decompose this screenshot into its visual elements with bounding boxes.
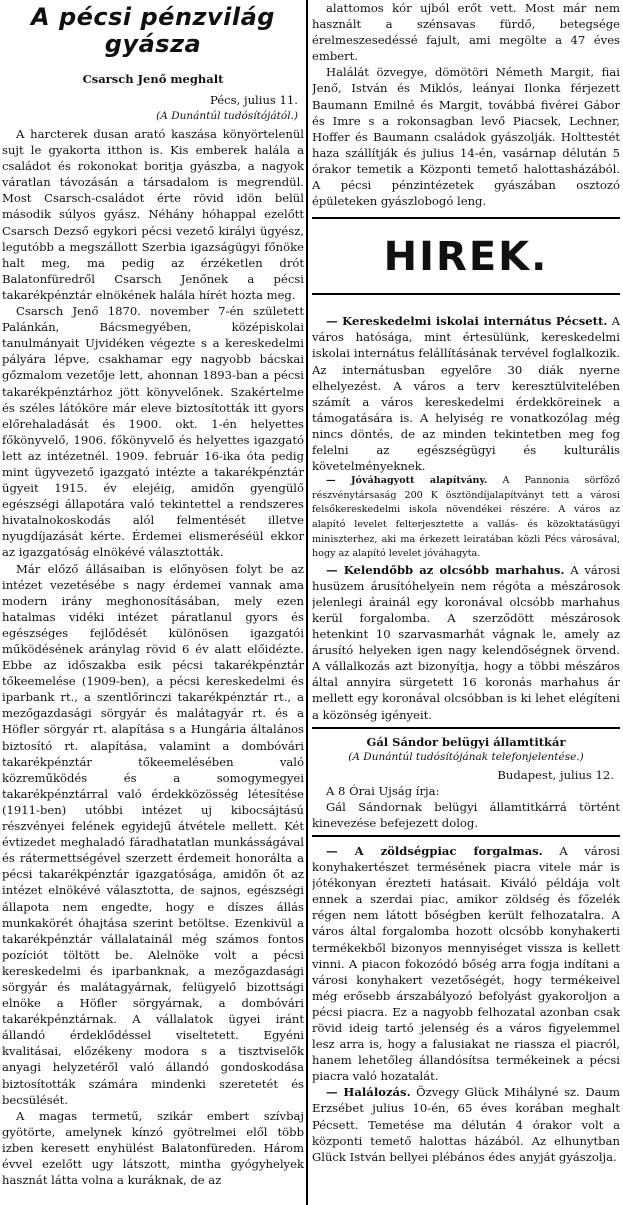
section-rule bbox=[312, 835, 620, 837]
headline: A pécsi pénzvilág gyásza bbox=[31, 3, 275, 58]
gal-headline: Gál Sándor belügyi államtitkár bbox=[366, 734, 566, 749]
gal-text-2: Gál Sándornak belügyi államtitkárrá történt kinevezése befejezett dolog. bbox=[312, 799, 620, 830]
gal-text-1: A 8 Órai Ujság írja: bbox=[326, 783, 440, 798]
source-credit: (A Dunántúl tudósítójától.) bbox=[156, 110, 298, 122]
news-item-zoldsegpiac bbox=[312, 843, 620, 1084]
news-headline: — Kereskedelmi iskolai internátus Pécsett. bbox=[326, 314, 608, 329]
news-headline: — Halálozás. bbox=[326, 1085, 411, 1100]
obituary-paragraph-4: A magas termetű, szikár embert szívbaj gyötörte, amelynek kínzó gyötrelmei elől több izben keresett enyhülést Balatonfüreden. Három évvel ezelőtt ugy látszott, mintha gyógyhelyek hasznát látta volna a kuráknak, de az bbox=[2, 1108, 304, 1188]
news-title: HIREK. bbox=[383, 234, 549, 281]
news-section-header bbox=[312, 217, 620, 295]
left-column bbox=[2, 0, 304, 1188]
news-headline: — Kelendőbb az olcsóbb marhahus. bbox=[326, 562, 565, 577]
obituary-paragraph-2: Csarsch Jenő 1870. november 7-én született Palánkán, Bácsmegyében, középiskolai tanulmányait Ujvidéken végezte s a kereskedelmi pályára lépve, csakhamar egy nagyobb bácskai gőzmalom vezetője lett, ahonnan 1893-ban a pécsi takarékpénztárhoz jött könyvelőnek. Szakértelme és széles látóköre már eleve biztosították itt gyors előrehaladását és 1900. okt. 1-én helyettes főkönyvelő, 1906. főkönyvelő és helyettes igazgató lett az intézetnél. 1909. február 16-ika óta pedig mint ügyvezető igazgató intézte a takarékpénztár ügyeit 1915. év elejéig, amidőn gyengülő egészségi állapotára való tekintettel a rendszeres hivatalnokoskodás alól felmentését illetve nyugdíjazását kérte. Érdemei elismeréséül ekkor az igazgatóság elnökévé választották. bbox=[2, 304, 304, 560]
obituary-paragraph-3: Már előző állásaiban is előnyösen folyt be az intézet vezetésébe s nagy érdemei vannak ama modern irány meghonosításában, mely ezen hatalmas vidéki intézet páratlanul gyors és egészséges fejlődését különösen igazgatói működésének aránylag rövid 6 év alatt előidézte. Ebbe az időszakba esik pécsi takarékpénztár tőkeemelése (1909-ben), a pécsi kereskedelmi és iparbank rt., a szentlőrinczi takarékpénztár rt., a mezőgazdasági sörgyár és malátagyár rt. és a Höfler sörgyár rt. alapítása s a Hungária általános biztosító rt. alapítása, valamint a dombóvári takarékpénztár tőkeemelésében való közreműködés és a somogymegyei takarékpénztárral való érdekközösség létesítése (1911-ben) utóbbi intézet uj kibocsájtású részvényei felének egyidejű átvétele mellett. Két évtizedet meghaladó fáradhatatlan munkásságával és rátermettségével szerzett érdemeit honorálta a pécsi takarékpénztár igazgatósága, amidőn őt az intézet elnökévé választotta, de sajnos, egészségi állapota nem engedte, hogy e díszes állás munkakörét óhajtása szerint betöltse. Ezenkivül a takarékpénztár vállalatainál még számos fontos pozíciót töltött be. Alelnöke volt a pécsi kereskedelmi és iparbanknak, a mezőgazdasági sörgyár és malátagyárnak, felügyelő bizottsági elnöke a Höfler sörgyárnak, a dombóvári takarékpénztárnak. A vállalatok ügyei iránt állandó érdeklődéssel viseltetett. Egyéni kvalitásai, előzékeny modora s a tisztviselők anyagi helyzetéről való állandó gondoskodása biztosították számára mindenki szeretetét és becsülését. bbox=[2, 561, 304, 1107]
news-headline: — A zöldségpiac forgalmas. bbox=[326, 843, 543, 858]
news-text: A város hatósága, mint értesülünk, kereskedelmi iskolai internátus felállításának tervével foglalkozik. Az internátusban egyelőre 30 diák nyerne elhelyezést. A város a terv keresztülvitelében számít a város kereskedelmi érdekköreinek a támogatására is. A helyiség re vonatkozólag még nincs döntés, de az minden tekintetben meg fog felelni az egészségügyi és kulturális követelményeknek. bbox=[312, 314, 620, 474]
obituary-paragraph-1: A harcterek dusan arató kaszása könyörtelenül sujt le gyakorta itthon is. Kis emberek halála a családot és rokonokat boritja gyászba, a nagyok váratlan távozásán a társadalom is megrendül. Most Csarsch-családot érte rövid idön belül második súlyos gyász. Néhány hóhappal ezelőtt Csarsch Dezső egykori pécsi vezető királyi ügyész, legutóbb a megszállott Szerbia igazságügyi főnöke halt meg, ma pedig az érzéketlen drót Balatonfüredről Csarsch Jenőnek a pécsi takarékpénztár elnökének halála hírét hozta meg. bbox=[2, 127, 304, 302]
obituary-continued-paragraph-2: Halálát özvegye, dömötöri Németh Margit, fiai Jenő, István és Miklós, leányai Ilonka férjezett Baumann Emilné és Margit, továbbá fivérei Gábor és Imre s a rokonsagban levő Piacsek, Lechner, Hoffer és Baumann családok gyászolják. Holttestét haza szállítják és julius 14-én, vasárnap délután 5 órakor temetik a Központi temető halottasházából. A pécsi pénzintézetek gyászában osztozó épületeken gyászlobogó leng. bbox=[312, 65, 620, 209]
news-item-alapitvany bbox=[312, 474, 620, 562]
news-item-internatus bbox=[312, 313, 620, 474]
section-rule bbox=[312, 727, 620, 729]
column-divider bbox=[306, 0, 308, 1205]
gal-dateline: Budapest, julius 12. bbox=[497, 767, 614, 782]
dateline: Pécs, julius 11. bbox=[210, 93, 298, 107]
news-text: Özvegy Glück Mihályné sz. Daum Erzsébet julius 10-én, 65 éves korában meghalt Pécsett. Temetése ma délután 4 órakor volt a központi temető halottas házából. Az elhunytban Glück István bellyei plébános édes anyját gyászolja. bbox=[312, 1085, 620, 1164]
news-text: A városi husüzem árusítóhelyein nem régóta a mészárosok jelenlegi árainál egy koronával olcsóbb marhahus kerül forgalomba. A szerződött mészárosok hetenkint 10 szarvasmarhát vágnak le, amely az árusító helyeken igen nagy kelendőségnek örvend. A vállalkozás azt bizonyítja, hogy a többi mészáros által annyira sürgetett 16 koronás marhahus ár mellett egy koronával olcsóbban is ki lehet elégíteni a közönség igényeit. bbox=[312, 562, 620, 722]
news-item-halalozas bbox=[312, 1084, 620, 1164]
news-text: A Pannonia sörfőző részvénytársaság 200 K ösztöndíjalapítványt tett a városi felsőkereskedelmi iskola növendékei részére. A város az alapító levelet felterjesztette a vallás- és közoktatásügyi miniszterhez, aki ma érkezett leiratában közli Pécs városával, hogy az alapító levelet jóváhagyta. bbox=[312, 475, 620, 560]
right-column bbox=[312, 0, 620, 1165]
news-headline: — Jóváhagyott alapítvány. bbox=[326, 475, 488, 487]
obituary-continued-paragraph-1: alattomos kór ujból erőt vett. Most már nem használt a szénsavas fürdő, betegsége érelmeszesedéssé fajult, ami megölte a 47 éves embert. bbox=[312, 1, 620, 64]
news-item-marhahus bbox=[312, 562, 620, 723]
gal-source: (A Dunántúl tudósítójának telefonjelentése.) bbox=[348, 750, 584, 763]
news-text: A városi konyhakertészet termésének piacra vitele már is jótékonyan érezteti hatásait. Kiváló példája volt ennek a szerdai piac, amikor zöldség és főzelék régen nem látott bőségben került felhozatalra. A város által forgalomba hozott olcsóbb konyhakerti termékekből bizonyos mennyiséget vissza is kellett vinni. A piacon fokozódó bőség arra fogja indítani a városi konyhakert vezetőségét, hogy termékeivel még erősebb árszabályozó befolyást gyakoroljon a pécsi piacra. Ez a nagyobb felhozatal azonban csak rövid ideig tartó jelenség és a város figyelemmel lesz arra is, hogy a falusiakat ne riassza el piacról, hanem lehetőleg állandósítsa termékeinek a pécsi piacra való hozatalát. bbox=[312, 843, 620, 1084]
subheadline: Csarsch Jenő meghalt bbox=[82, 72, 224, 86]
